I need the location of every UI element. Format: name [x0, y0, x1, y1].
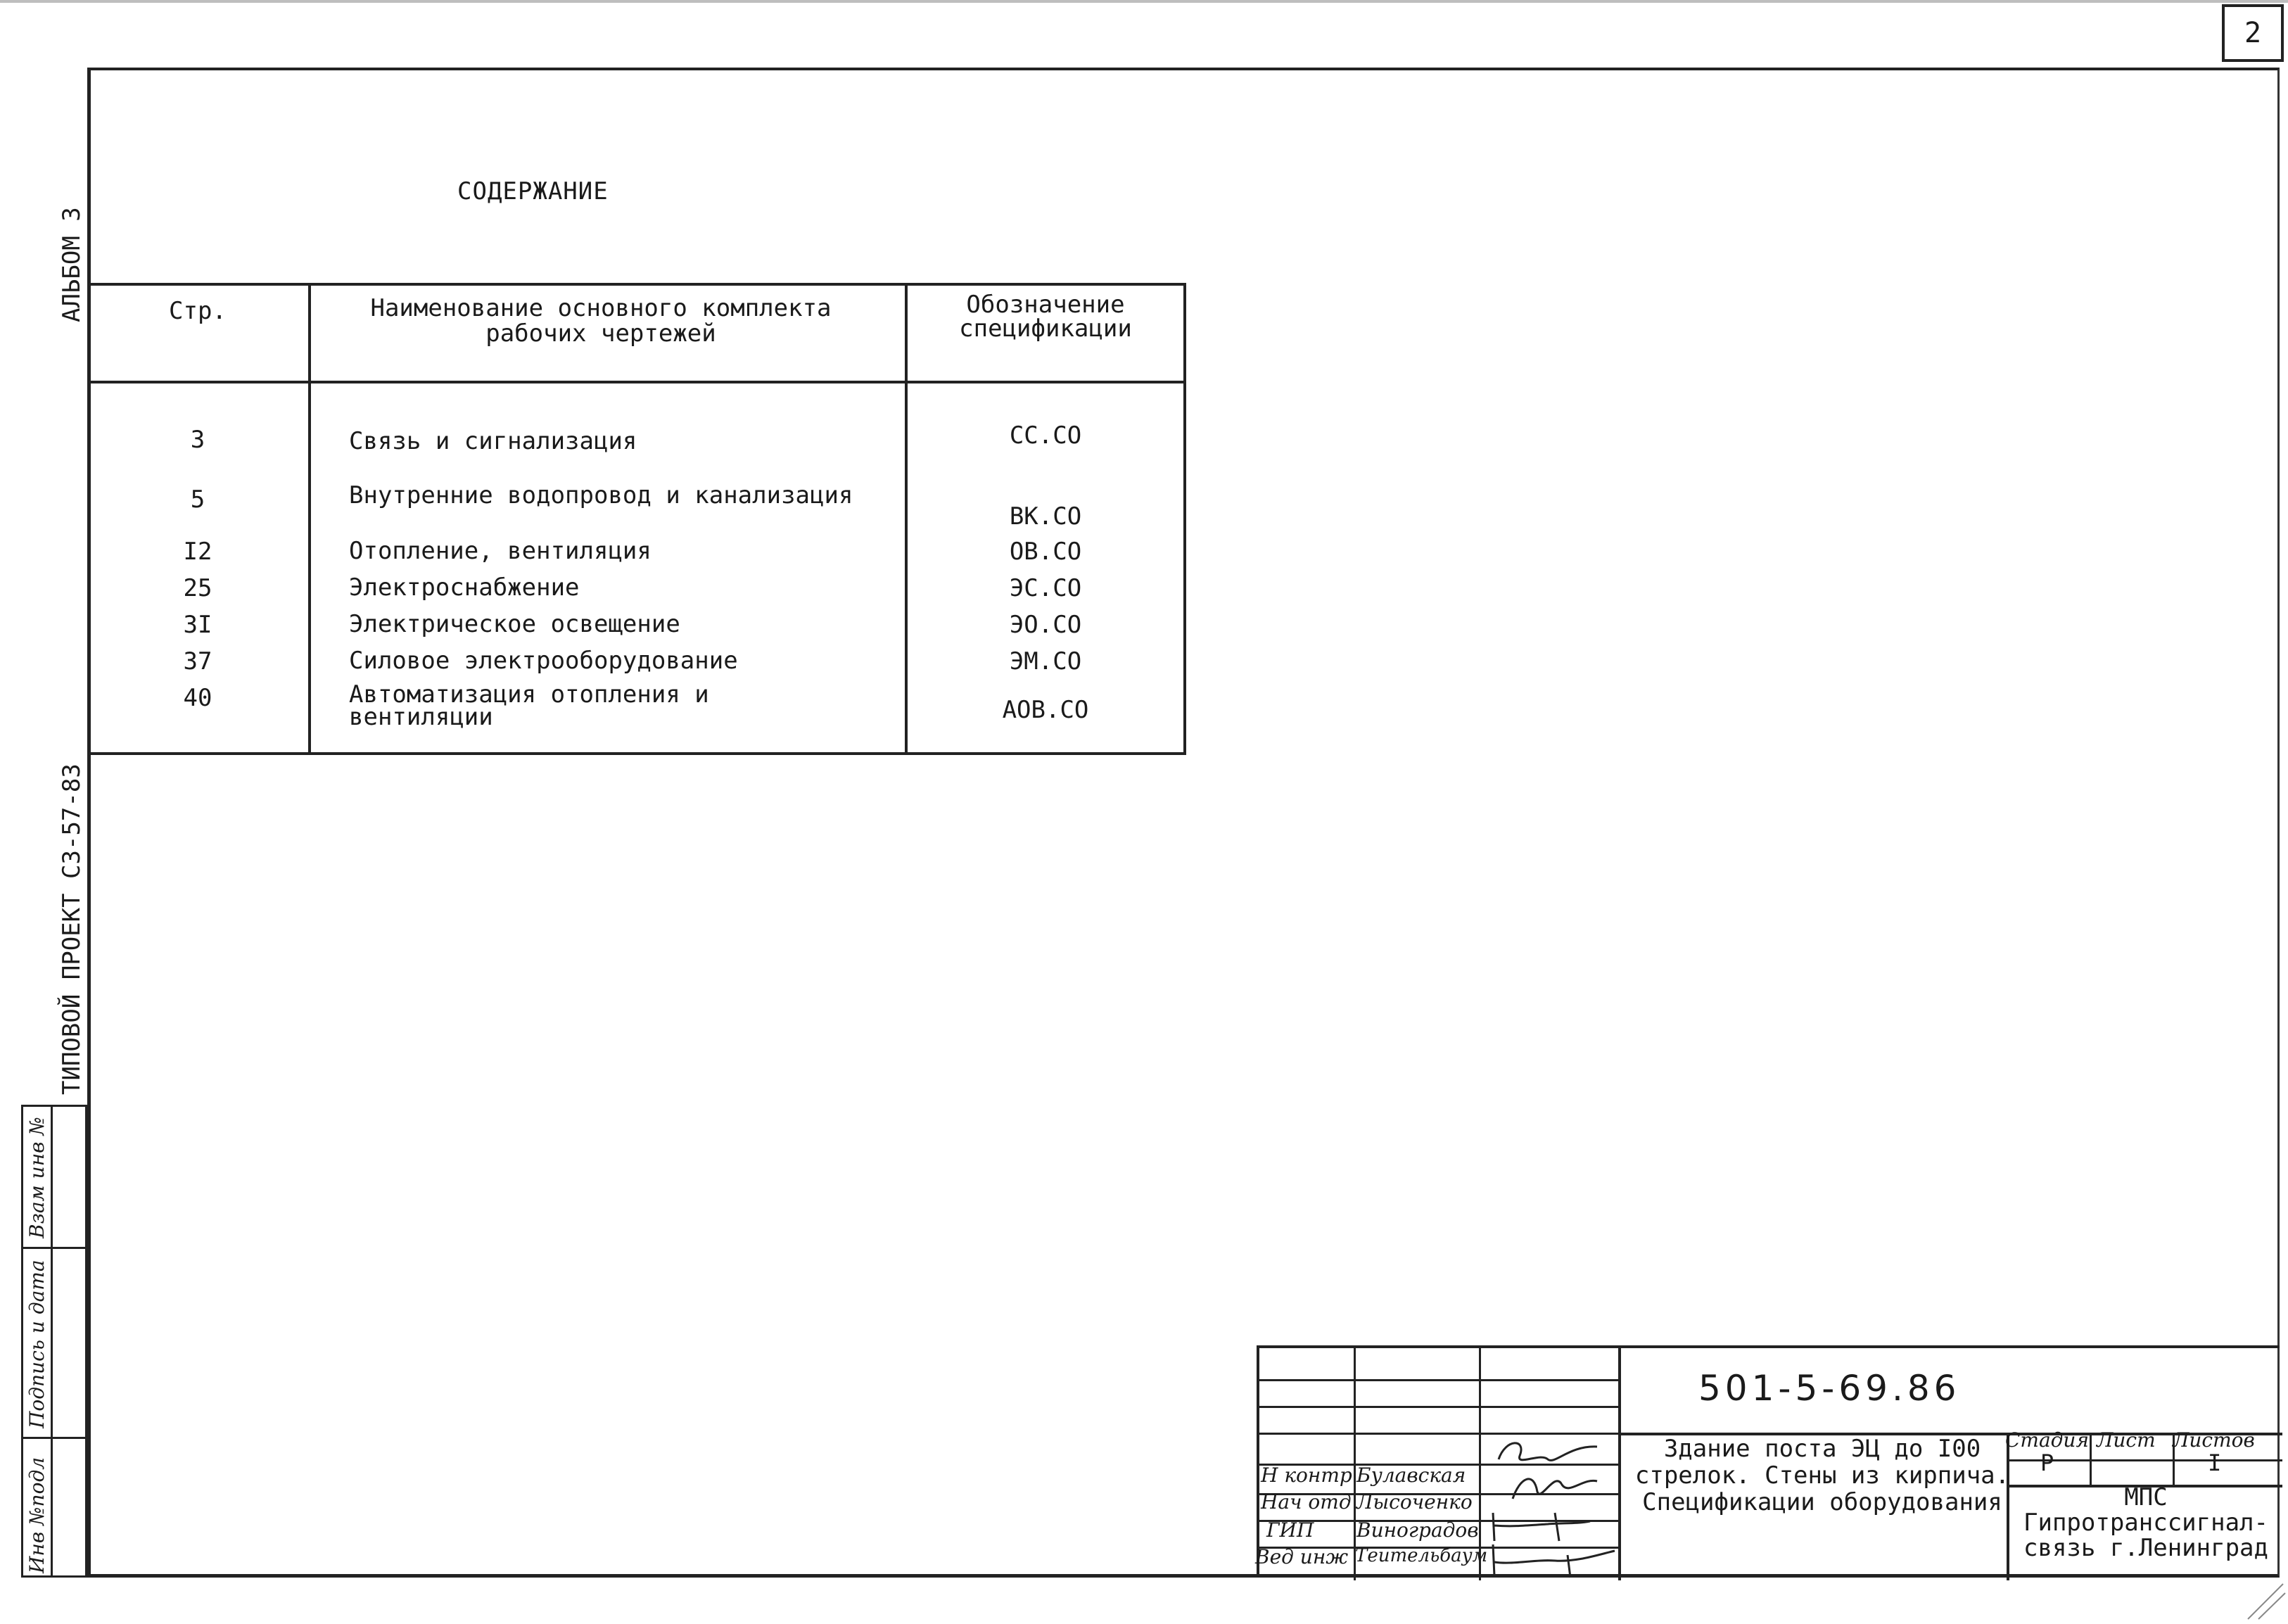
table-row — [87, 382, 1185, 484]
row-page: 25 — [87, 573, 310, 610]
sheets-value: I — [2208, 1449, 2222, 1476]
drawing-description: Здание поста ЭЦ до I00 стрелок. Стены из кирпича. Спецификации оборудования — [1634, 1435, 2010, 1516]
table-row — [87, 537, 1185, 573]
stage-label: Стадия — [2005, 1428, 2089, 1452]
sheet-label: Лист — [2097, 1428, 2156, 1452]
table-row — [87, 484, 1185, 537]
row-spec: АОВ.СО — [906, 683, 1185, 754]
signature-4 — [1485, 1541, 1618, 1583]
page-title: СОДЕРЖАНИЕ — [457, 177, 609, 205]
signature-2 — [1506, 1464, 1604, 1506]
name-teitelbaum: Теительбаум — [1355, 1545, 1488, 1566]
row-spec: ОВ.СО — [906, 537, 1185, 573]
row-name: Внутренние водопровод и канализация — [310, 484, 906, 537]
document-code: 501-5-69.86 — [1698, 1368, 1961, 1409]
strip-divider — [21, 1247, 87, 1249]
row-page: 40 — [87, 683, 310, 754]
inv-no-orig-label: Инв №подл — [25, 1457, 49, 1573]
row-page: 5 — [87, 484, 310, 537]
row-name: Автоматизация отопления и вентиляции — [310, 683, 906, 754]
row-page: I2 — [87, 537, 310, 573]
header-page: Стр. — [87, 284, 310, 382]
role-nach-otd: Нач отд — [1261, 1490, 1352, 1514]
header-name: Наименование основного комплекта рабочих чертежей — [310, 284, 906, 382]
role-gip: ГИП — [1266, 1518, 1314, 1542]
row-name: Связь и сигнализация — [310, 382, 906, 484]
role-ved-inzh: Вед инж — [1255, 1545, 1349, 1568]
tb-grid-line — [1259, 1406, 1618, 1408]
tb-grid-line — [2090, 1433, 2092, 1485]
table-row — [87, 683, 1185, 754]
row-page: 37 — [87, 647, 310, 683]
stage-value: Р — [2040, 1449, 2054, 1476]
contents-table — [87, 283, 1186, 755]
project-label: ТИПОВОЙ ПРОЕКТ СЗ-57-83 — [58, 763, 86, 1095]
tb-grid-line — [1259, 1379, 1618, 1381]
strip-divider — [21, 1437, 87, 1439]
row-spec: СС.СО — [906, 382, 1185, 484]
sheet-number: 2 — [2222, 4, 2284, 62]
row-page: 3I — [87, 610, 310, 647]
row-name: Силовое электрооборудование — [310, 647, 906, 683]
table-row — [87, 647, 1185, 683]
table-row — [87, 573, 1185, 610]
table-header-row — [87, 284, 1185, 382]
table-row — [87, 610, 1185, 647]
album-label: АЛЬБОМ 3 — [58, 207, 86, 322]
row-spec: ЭМ.СО — [906, 647, 1185, 683]
sign-date-label: Подпись и дата — [25, 1260, 49, 1428]
row-page: 3 — [87, 382, 310, 484]
row-name: Электроснабжение — [310, 573, 906, 610]
strip-column-line — [51, 1105, 53, 1578]
name-vinogradov: Виноградов — [1356, 1518, 1479, 1542]
scan-corner-mark — [2244, 1580, 2287, 1623]
name-lysochenko: Лысоченко — [1356, 1490, 1473, 1514]
row-name: Отопление, вентиляция — [310, 537, 906, 573]
replace-inv-label: Взам инв № — [25, 1117, 49, 1238]
row-spec: ВК.СО — [906, 484, 1185, 537]
role-n-kontr: Н контр — [1261, 1464, 1352, 1487]
row-spec: ЭО.СО — [906, 610, 1185, 647]
row-spec: ЭС.СО — [906, 573, 1185, 610]
row-name: Электрическое освещение — [310, 610, 906, 647]
sheets-label: Листов — [2173, 1428, 2255, 1452]
table-body — [87, 382, 1185, 754]
name-bulavskaya: Булавская — [1356, 1464, 1466, 1487]
header-spec: Обозначение спецификации — [906, 284, 1185, 382]
organization: МПС Гипротранссигнал-связь г.Ленинград — [2023, 1483, 2268, 1562]
scan-edge-line — [0, 0, 2288, 3]
